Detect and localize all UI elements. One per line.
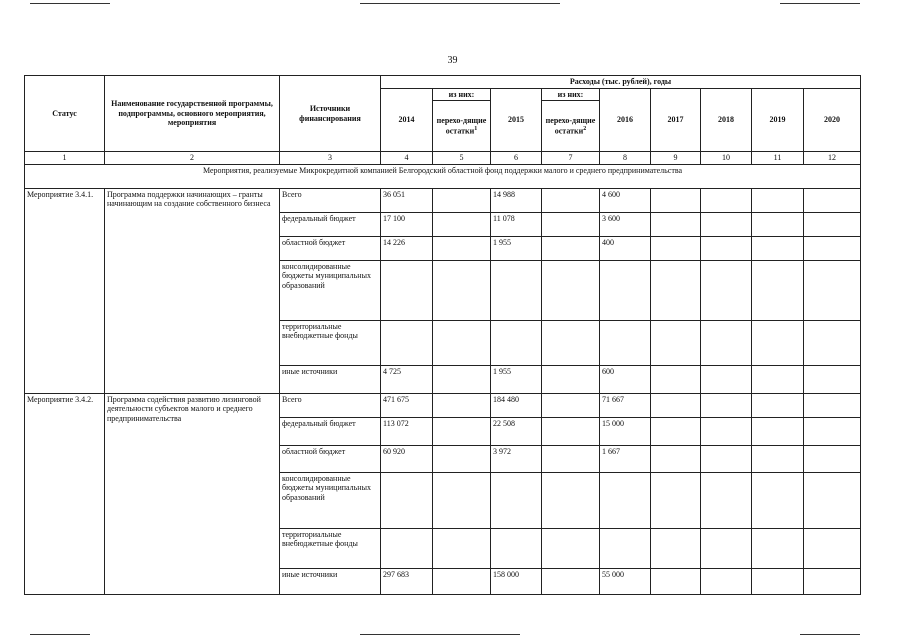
scan-edge-bottom-left (30, 634, 90, 635)
value-2017 (651, 568, 701, 594)
carryover-2014 (433, 568, 491, 594)
carryover-2014 (433, 528, 491, 568)
column-number: 9 (651, 152, 701, 165)
value-2020 (804, 320, 861, 365)
column-number: 3 (280, 152, 381, 165)
value-2014: 60 920 (381, 445, 433, 472)
carryover-2014 (433, 320, 491, 365)
value-2015 (491, 472, 542, 528)
value-2014 (381, 320, 433, 365)
carryover-2015 (542, 445, 600, 472)
value-2020 (804, 365, 861, 393)
value-2020 (804, 528, 861, 568)
scan-edge-top-mid (360, 3, 560, 4)
value-2014: 471 675 (381, 393, 433, 417)
table-row (25, 393, 861, 417)
value-2017 (651, 445, 701, 472)
value-2019 (752, 320, 804, 365)
value-2017 (651, 188, 701, 212)
carryover-2015 (542, 188, 600, 212)
header-name: Наименование государственной программы, подпрограммы, основного мероприятия, мероприятия (105, 76, 280, 152)
value-2019 (752, 417, 804, 445)
value-2017 (651, 528, 701, 568)
value-2014 (381, 528, 433, 568)
value-2018 (701, 393, 752, 417)
value-2018 (701, 212, 752, 236)
value-2018 (701, 236, 752, 260)
table-row (25, 188, 861, 212)
column-number: 11 (752, 152, 804, 165)
value-2015: 1 955 (491, 236, 542, 260)
header-of-them-2: из них: (542, 88, 600, 101)
funding-source: областной бюджет (280, 445, 381, 472)
value-2014 (381, 472, 433, 528)
value-2017 (651, 236, 701, 260)
value-2016: 71 667 (600, 393, 651, 417)
value-2015: 184 480 (491, 393, 542, 417)
value-2017 (651, 320, 701, 365)
header-year-2016: 2016 (600, 88, 651, 152)
carryover-2015 (542, 393, 600, 417)
value-2014 (381, 260, 433, 320)
value-2016: 3 600 (600, 212, 651, 236)
value-2017 (651, 260, 701, 320)
value-2016: 400 (600, 236, 651, 260)
value-2014: 4 725 (381, 365, 433, 393)
funding-source: консолидированные бюджеты муниципальных образований (280, 260, 381, 320)
value-2014: 17 100 (381, 212, 433, 236)
funding-source: Всего (280, 393, 381, 417)
funding-source: федеральный бюджет (280, 212, 381, 236)
value-2014: 297 683 (381, 568, 433, 594)
measure-status: Мероприятие 3.4.2. (25, 393, 105, 594)
carryover-2014 (433, 472, 491, 528)
value-2018 (701, 445, 752, 472)
scan-edge-top-left (30, 3, 110, 4)
funding-source: областной бюджет (280, 236, 381, 260)
carryover-2014 (433, 236, 491, 260)
value-2018 (701, 188, 752, 212)
carryover-2015 (542, 236, 600, 260)
value-2019 (752, 260, 804, 320)
value-2020 (804, 188, 861, 212)
header-carryover-2-label: перехо-дящие остатки (545, 116, 596, 136)
value-2016 (600, 320, 651, 365)
value-2015 (491, 528, 542, 568)
value-2016: 15 000 (600, 417, 651, 445)
value-2017 (651, 212, 701, 236)
value-2018 (701, 568, 752, 594)
carryover-2015 (542, 568, 600, 594)
header-year-2017: 2017 (651, 88, 701, 152)
value-2019 (752, 528, 804, 568)
funding-source: иные источники (280, 568, 381, 594)
scan-edge-top-right (780, 3, 860, 4)
value-2019 (752, 212, 804, 236)
header-carryover-1-label: перехо-дящие остатки (436, 116, 487, 136)
footnote-ref-2: 2 (583, 125, 587, 132)
measure-name: Программа поддержки начинающих – гранты начинающим на создание собственного бизнеса (105, 188, 280, 393)
section-title: Мероприятия, реализуемые Микрокредитной компанией Белгородский областной фонд поддержки малого и среднего предпринимательства (25, 164, 861, 188)
header-year-2014: 2014 (381, 88, 433, 152)
footnote-ref-1: 1 (474, 125, 478, 132)
column-number: 12 (804, 152, 861, 165)
value-2020 (804, 445, 861, 472)
header-year-2020: 2020 (804, 88, 861, 152)
carryover-2014 (433, 260, 491, 320)
column-number: 1 (25, 152, 105, 165)
value-2018 (701, 260, 752, 320)
column-number: 6 (491, 152, 542, 165)
value-2020 (804, 393, 861, 417)
value-2015: 158 000 (491, 568, 542, 594)
carryover-2015 (542, 320, 600, 365)
value-2019 (752, 472, 804, 528)
column-number: 2 (105, 152, 280, 165)
carryover-2014 (433, 417, 491, 445)
value-2020 (804, 212, 861, 236)
carryover-2015 (542, 528, 600, 568)
funding-source: Всего (280, 188, 381, 212)
header-carryover-2 (542, 101, 600, 152)
value-2014: 14 226 (381, 236, 433, 260)
value-2018 (701, 472, 752, 528)
measure-name: Программа содействия развитию лизинговой деятельности субъектов малого и среднего предпринимательства (105, 393, 280, 594)
value-2016: 4 600 (600, 188, 651, 212)
scan-edge-bottom-mid (360, 634, 520, 635)
funding-source: федеральный бюджет (280, 417, 381, 445)
column-number: 7 (542, 152, 600, 165)
funding-source: территориальные внебюджетные фонды (280, 320, 381, 365)
funding-source: территориальные внебюджетные фонды (280, 528, 381, 568)
value-2020 (804, 417, 861, 445)
header-year-2018: 2018 (701, 88, 752, 152)
column-number: 8 (600, 152, 651, 165)
value-2015: 11 078 (491, 212, 542, 236)
value-2015: 14 988 (491, 188, 542, 212)
carryover-2014 (433, 445, 491, 472)
header-status: Статус (25, 76, 105, 152)
column-number: 10 (701, 152, 752, 165)
value-2014: 113 072 (381, 417, 433, 445)
value-2017 (651, 393, 701, 417)
carryover-2015 (542, 417, 600, 445)
value-2017 (651, 365, 701, 393)
value-2019 (752, 393, 804, 417)
value-2015: 1 955 (491, 365, 542, 393)
measure-status: Мероприятие 3.4.1. (25, 188, 105, 393)
header-year-2015: 2015 (491, 88, 542, 152)
scan-edge-bottom-right (800, 634, 860, 635)
value-2015: 22 508 (491, 417, 542, 445)
header-of-them-1: из них: (433, 88, 491, 101)
carryover-2015 (542, 260, 600, 320)
value-2016 (600, 260, 651, 320)
carryover-2014 (433, 393, 491, 417)
value-2020 (804, 568, 861, 594)
value-2015: 3 972 (491, 445, 542, 472)
value-2017 (651, 417, 701, 445)
value-2019 (752, 188, 804, 212)
value-2016 (600, 528, 651, 568)
value-2017 (651, 472, 701, 528)
value-2020 (804, 472, 861, 528)
budget-table (24, 75, 861, 595)
value-2015 (491, 260, 542, 320)
value-2015 (491, 320, 542, 365)
carryover-2014 (433, 188, 491, 212)
carryover-2014 (433, 365, 491, 393)
header-carryover-1 (433, 101, 491, 152)
page-number: 39 (447, 55, 458, 66)
value-2019 (752, 568, 804, 594)
value-2018 (701, 365, 752, 393)
header-sources: Источники финансирования (280, 76, 381, 152)
carryover-2015 (542, 212, 600, 236)
value-2019 (752, 236, 804, 260)
header-year-2019: 2019 (752, 88, 804, 152)
value-2018 (701, 417, 752, 445)
value-2016 (600, 472, 651, 528)
header-expenses: Расходы (тыс. рублей), годы (381, 76, 861, 89)
value-2020 (804, 236, 861, 260)
value-2014: 36 051 (381, 188, 433, 212)
value-2019 (752, 445, 804, 472)
carryover-2015 (542, 472, 600, 528)
column-number: 4 (381, 152, 433, 165)
value-2018 (701, 320, 752, 365)
carryover-2014 (433, 212, 491, 236)
value-2020 (804, 260, 861, 320)
value-2019 (752, 365, 804, 393)
funding-source: иные источники (280, 365, 381, 393)
column-number-row (25, 152, 861, 165)
value-2016: 1 667 (600, 445, 651, 472)
column-number: 5 (433, 152, 491, 165)
value-2018 (701, 528, 752, 568)
value-2016: 55 000 (600, 568, 651, 594)
funding-source: консолидированные бюджеты муниципальных образований (280, 472, 381, 528)
carryover-2015 (542, 365, 600, 393)
value-2016: 600 (600, 365, 651, 393)
